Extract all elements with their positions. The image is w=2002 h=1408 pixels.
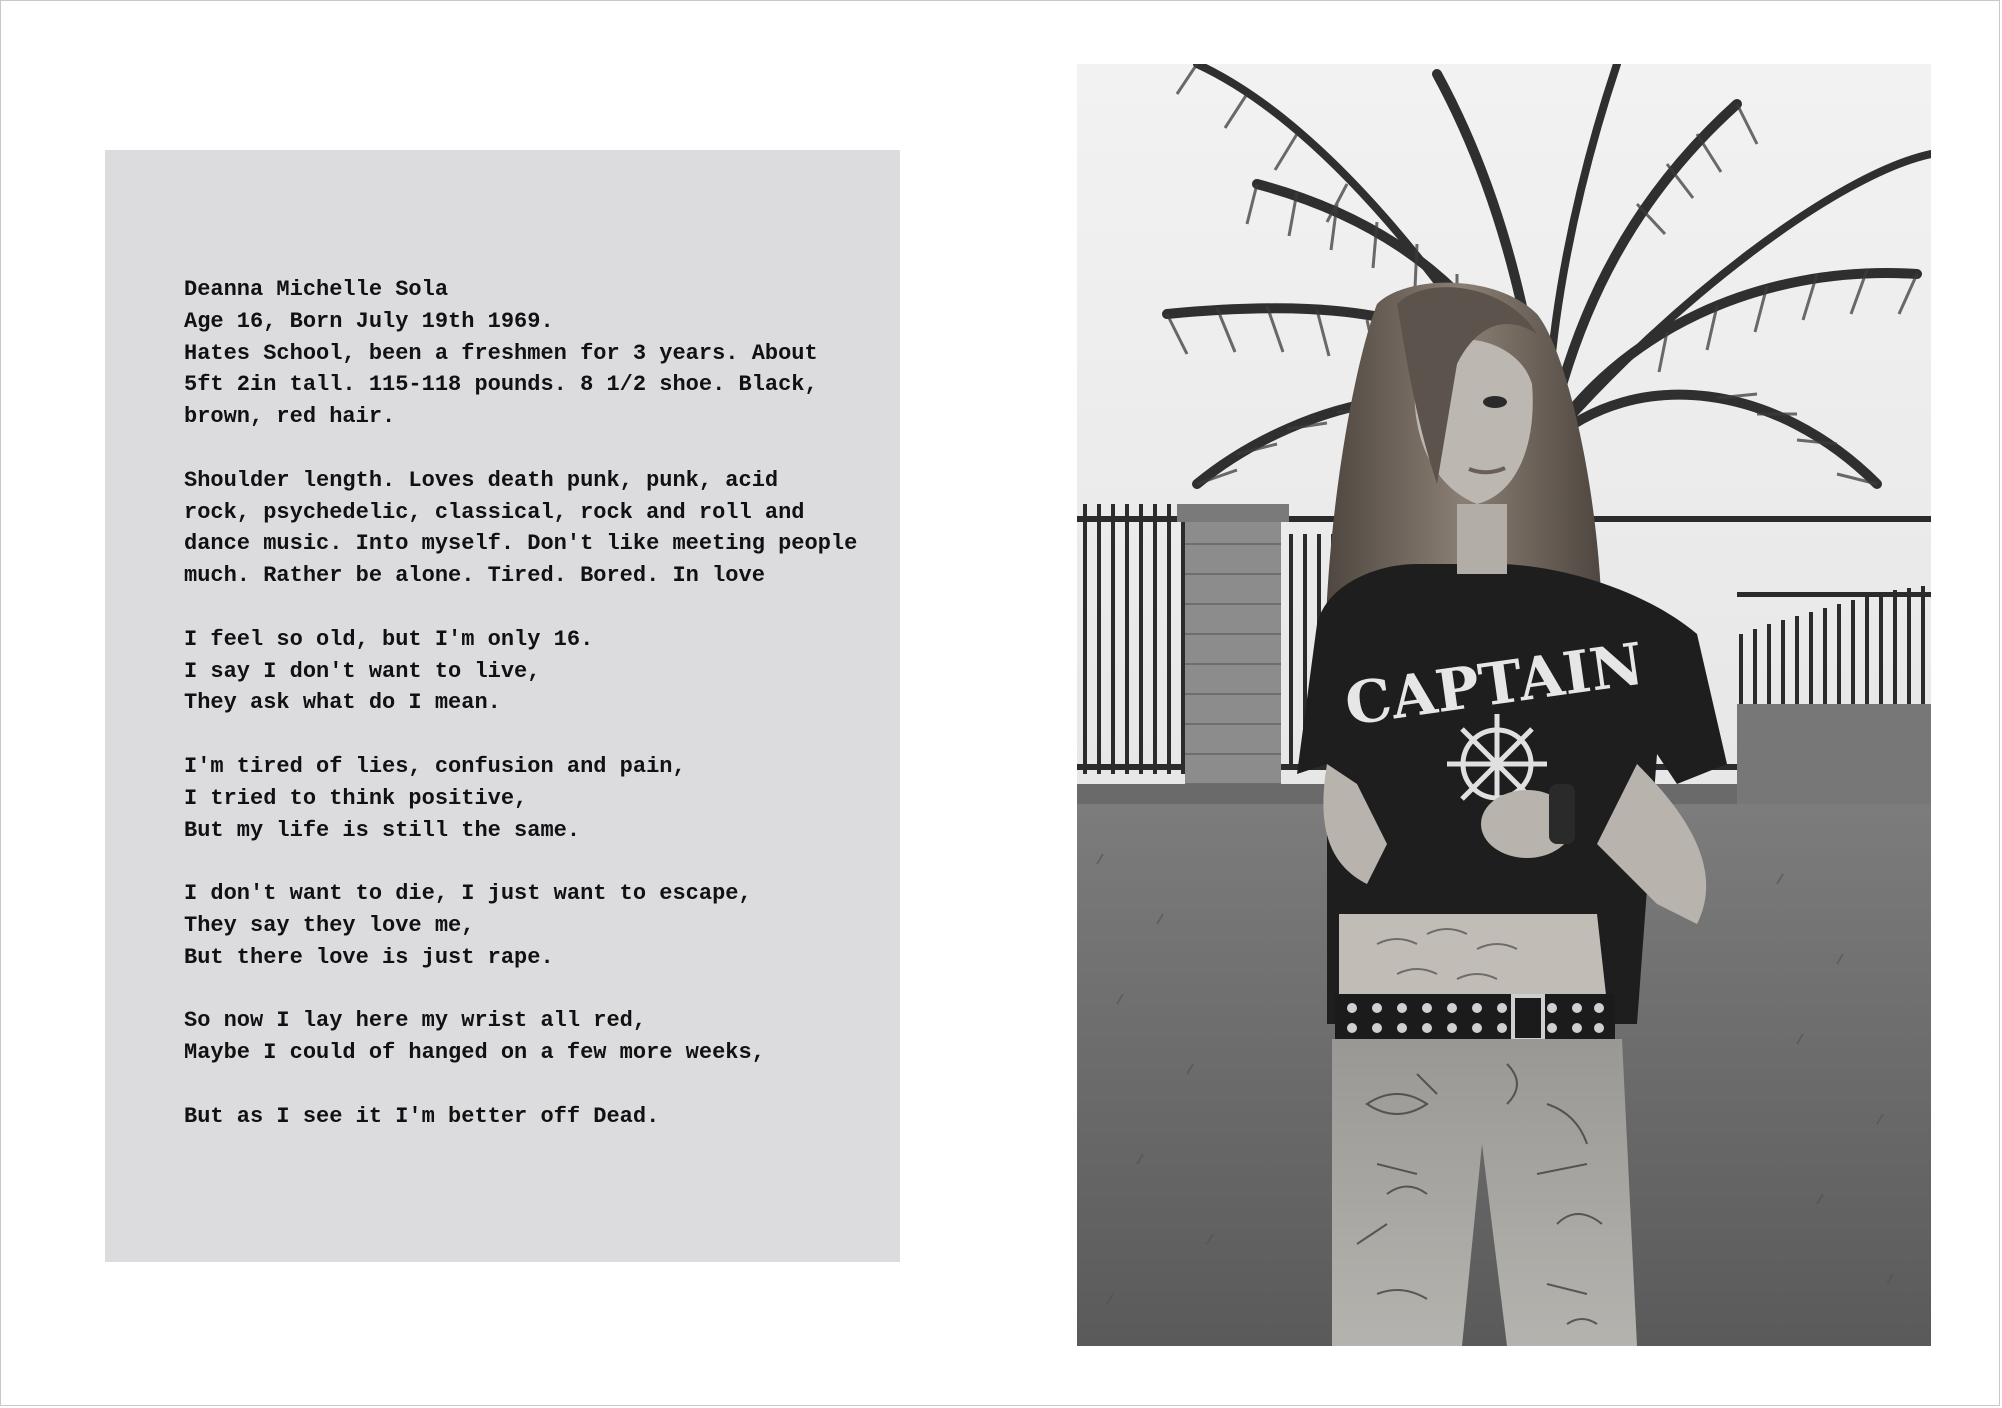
neck (1457, 504, 1507, 574)
portrait-photo-drawing (1077, 64, 1931, 1346)
typed-text-panel (105, 150, 900, 1262)
text-line: much. Rather be alone. Tired. Bored. In love (184, 563, 765, 589)
text-line: Shoulder length. Loves death punk, punk, acid (184, 467, 779, 493)
text-line: brown, red hair. (184, 404, 396, 430)
text-line: Hates School, been a freshmen for 3 years. About (184, 340, 818, 366)
text-line: rock, psychedelic, classical, rock and roll and (184, 499, 805, 525)
text-line: I say I don't want to live, (184, 658, 541, 684)
text-line: I don't want to die, I just want to escape, (184, 881, 752, 907)
text-line: I'm tired of lies, confusion and pain, (184, 753, 686, 779)
blank-line (184, 974, 824, 1006)
belly (1339, 914, 1607, 1004)
text-line: I tried to think positive, (184, 785, 528, 811)
text-line: They say they love me, (184, 912, 475, 938)
portrait-photo (1077, 64, 1931, 1346)
text-line: Age 16, Born July 19th 1969. (184, 308, 554, 334)
blank-line (184, 433, 824, 465)
wristband (1549, 784, 1575, 844)
distant-wall (1737, 704, 1931, 804)
text-line: So now I lay here my wrist all red, (184, 1008, 647, 1034)
text-line: But as I see it I'm better off Dead. (184, 1103, 660, 1129)
blank-line (184, 719, 824, 751)
blank-line (184, 592, 824, 624)
text-line: Maybe I could of hanged on a few more weeks, (184, 1040, 765, 1066)
text-line: Deanna Michelle Sola (184, 277, 449, 302)
blank-line (184, 846, 824, 878)
brick-pillar (1177, 504, 1289, 814)
text-line: I feel so old, but I'm only 16. (184, 626, 594, 652)
blank-line (184, 1069, 824, 1101)
studded-belt (1335, 994, 1615, 1042)
text-line: But there love is just rape. (184, 944, 554, 970)
text-line: They ask what do I mean. (184, 690, 501, 716)
shirt-text: CAPTAIN (1340, 629, 1648, 739)
text-line: dance music. Into myself. Don't like meeting people (184, 531, 858, 557)
text-line: But my life is still the same. (184, 817, 581, 843)
eye (1483, 396, 1507, 408)
text-line: 5ft 2in tall. 115-118 pounds. 8 1/2 shoe. Black, (184, 372, 818, 398)
typed-profile-text (184, 274, 858, 1133)
